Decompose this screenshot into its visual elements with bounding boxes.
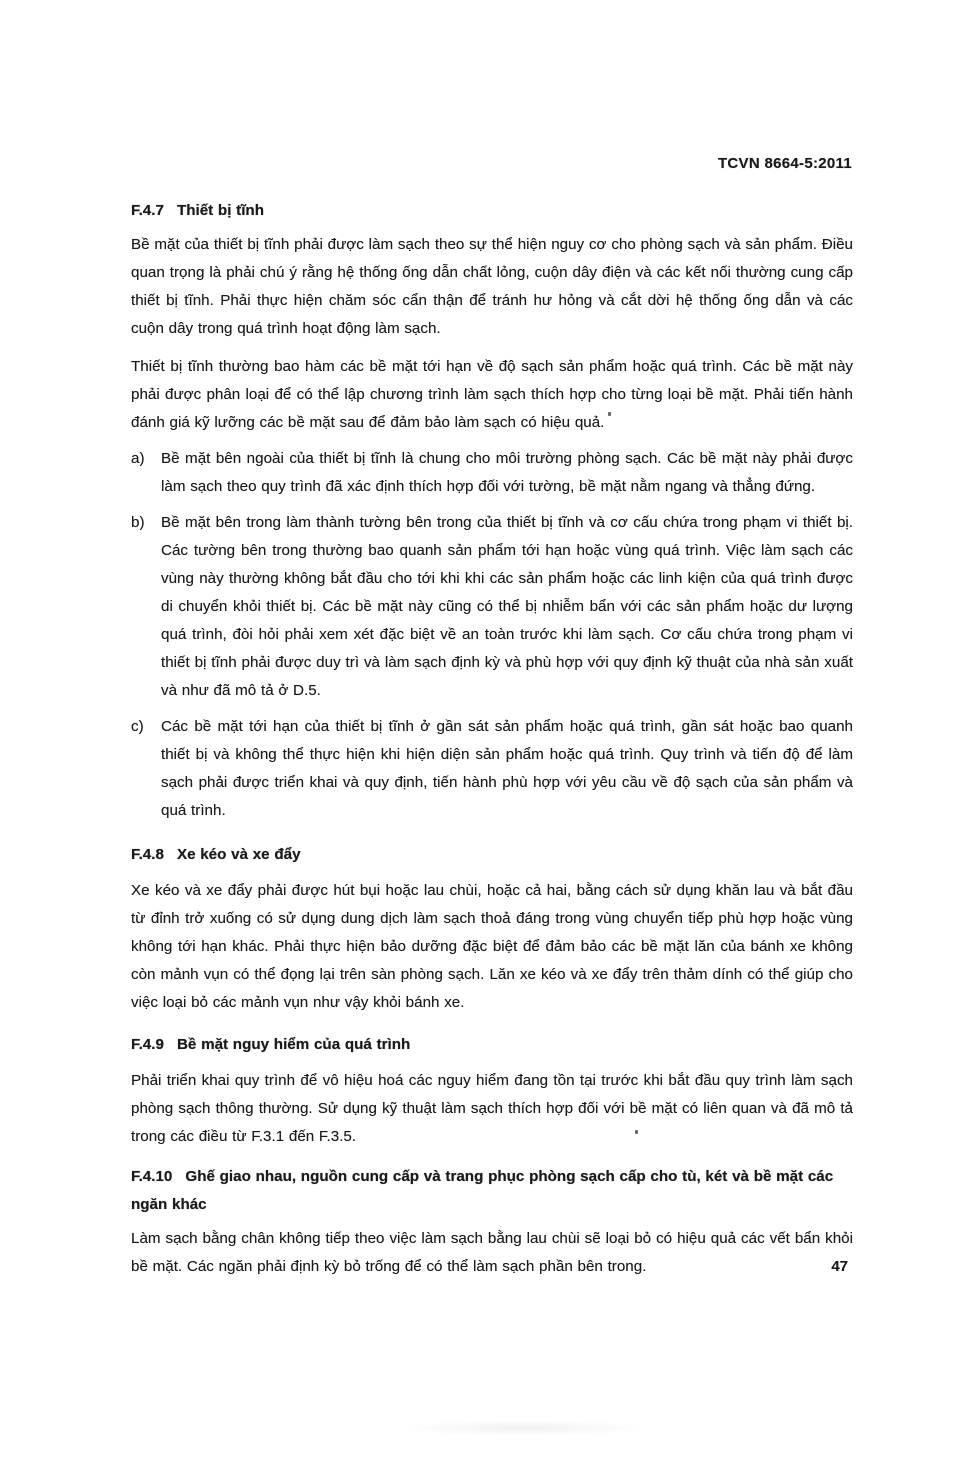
section-heading-f47 — [131, 197, 853, 225]
paragraph: Xe kéo và xe đẩy phải được hút bụi hoặc lau chùi, hoặc cả hai, bằng cách sử dụng khăn lau và bắt đầu từ đỉnh trở xuống có sử dụng dung dịch làm sạch thoả đáng trong vùng chuyển tiếp phù hợp hoặc vùng không tới hạn khác. Phải thực hiện bảo dưỡng đặc biệt để đảm bảo các bề mặt lăn của bánh xe không còn mảnh vụn có thể đọng lại trên sàn phòng sạch. Lăn xe kéo và xe đẩy trên thảm dính có thể giúp cho việc loại bỏ các mảnh vụn như vậy khỏi bánh xe. — [131, 882, 853, 1011]
section-f410 — [131, 1163, 853, 1281]
section-title: Bề mặt nguy hiểm của quá trình — [176, 1036, 411, 1053]
paragraph: Phải triển khai quy trình để vô hiệu hoá các nguy hiểm đang tồn tại trước khi bắt đầu quy trình làm sạch phòng sạch thông thường. Sử dụng kỹ thuật làm sạch thích hợp đối với bề mặt có liên quan và đã mô tả trong các điều từ F.3.1 đến F.3.5. — [131, 1072, 853, 1145]
list-marker: a) — [131, 450, 145, 467]
list-marker: b) — [131, 514, 145, 531]
section-f49 — [131, 1031, 853, 1151]
list-item-b — [131, 509, 853, 705]
section-f47 — [131, 197, 853, 825]
section-number: F.4.9 — [131, 1036, 164, 1053]
paragraph: Bề mặt của thiết bị tĩnh phải được làm sạch theo sự thể hiện nguy cơ cho phòng sạch và sản phẩm. Điều quan trọng là phải chú ý rằng hệ thống ống dẫn chất lỏng, cuộn dây điện và các kết nối thường cung cấp thiết bị tĩnh. Phải thực hiện chăm sóc cẩn thận để tránh hư hỏng và cắt dời hệ thống ống dẫn và các cuộn dây trong quá trình hoạt động làm sạch. — [131, 236, 853, 337]
section-title: Ghế giao nhau, nguồn cung cấp và trang phục phòng sạch cấp cho tù, két và bề mặt các ngăn khác — [131, 1168, 834, 1213]
section-title: Thiết bị tĩnh — [176, 202, 264, 219]
list-marker: c) — [131, 718, 144, 735]
scan-smudge — [398, 1420, 648, 1436]
list-item-text: Các bề mặt tới hạn của thiết bị tĩnh ở gần sát sản phẩm hoặc quá trình, gần sát hoặc bao quanh thiết bị và không thể thực hiện khi hiện diện sản phẩm hoặc quá trình. Quy trình và tiến độ để làm sạch phải được triển khai và quy định, tiến hành phù hợp với yêu cầu về độ sạch của sản phẩm và quá trình. — [161, 718, 853, 819]
list-item-text: Bề mặt bên ngoài của thiết bị tĩnh là chung cho môi trường phòng sạch. Các bề mặt này phải được làm sạch theo quy trình đã xác định thích hợp đối với tường, bề mặt nằm ngang và thẳng đứng. — [161, 450, 853, 495]
paragraph: Thiết bị tĩnh thường bao hàm các bề mặt tới hạn về độ sạch sản phẩm hoặc quá trình. Các bề mặt này phải được phân loại để có thể lập chương trình làm sạch thích hợp cho từng loại bề mặt. Phải tiến hành đánh giá kỹ lưỡng các bề mặt sau để đảm bảo làm sạch có hiệu quả. — [131, 358, 853, 431]
section-heading-f410 — [131, 1163, 853, 1219]
section-title: Xe kéo và xe đẩy — [176, 846, 301, 863]
scan-artifact-dot — [608, 412, 611, 416]
section-number: F.4.10 — [131, 1168, 173, 1185]
list-item-a — [131, 445, 853, 501]
scan-artifact-dot — [635, 1130, 638, 1134]
section-heading-f48 — [131, 841, 853, 869]
list-item-text: Bề mặt bên trong làm thành tường bên trong của thiết bị tĩnh và cơ cấu chứa trong phạm vi thiết bị. Các tường bên trong thường bao quanh sản phẩm tới hạn hoặc vùng quá trình. Việc làm sạch các vùng này thường không bắt đầu cho tới khi khi các sản phẩm hoặc các linh kiện của quá trình được di chuyển khỏi thiết bị. Các bề mặt này cũng có thể bị nhiễm bẩn với các sản phẩm hoặc dư lượng quá trình, đòi hỏi phải xem xét đặc biệt về an toàn trước khi làm sạch. Cơ cấu chứa trong phạm vi thiết bị tĩnh phải được duy trì và làm sạch định kỳ và phù hợp với quy định kỹ thuật của nhà sản xuất và như đã mô tả ở D.5. — [161, 514, 853, 699]
list-item-c — [131, 713, 853, 825]
document-body — [131, 197, 853, 1281]
section-heading-f49 — [131, 1031, 853, 1059]
standard-code-header: TCVN 8664-5:2011 — [717, 155, 852, 172]
section-number: F.4.7 — [131, 202, 164, 219]
paragraph: Làm sạch bằng chân không tiếp theo việc làm sạch bằng lau chùi sẽ loại bỏ có hiệu quả các vết bẩn khỏi bề mặt. Các ngăn phải định kỳ bỏ trống để có thể làm sạch phần bên trong. — [131, 1230, 853, 1275]
page-number: 47 — [831, 1258, 848, 1275]
section-number: F.4.8 — [131, 846, 164, 863]
section-f48 — [131, 841, 853, 1017]
